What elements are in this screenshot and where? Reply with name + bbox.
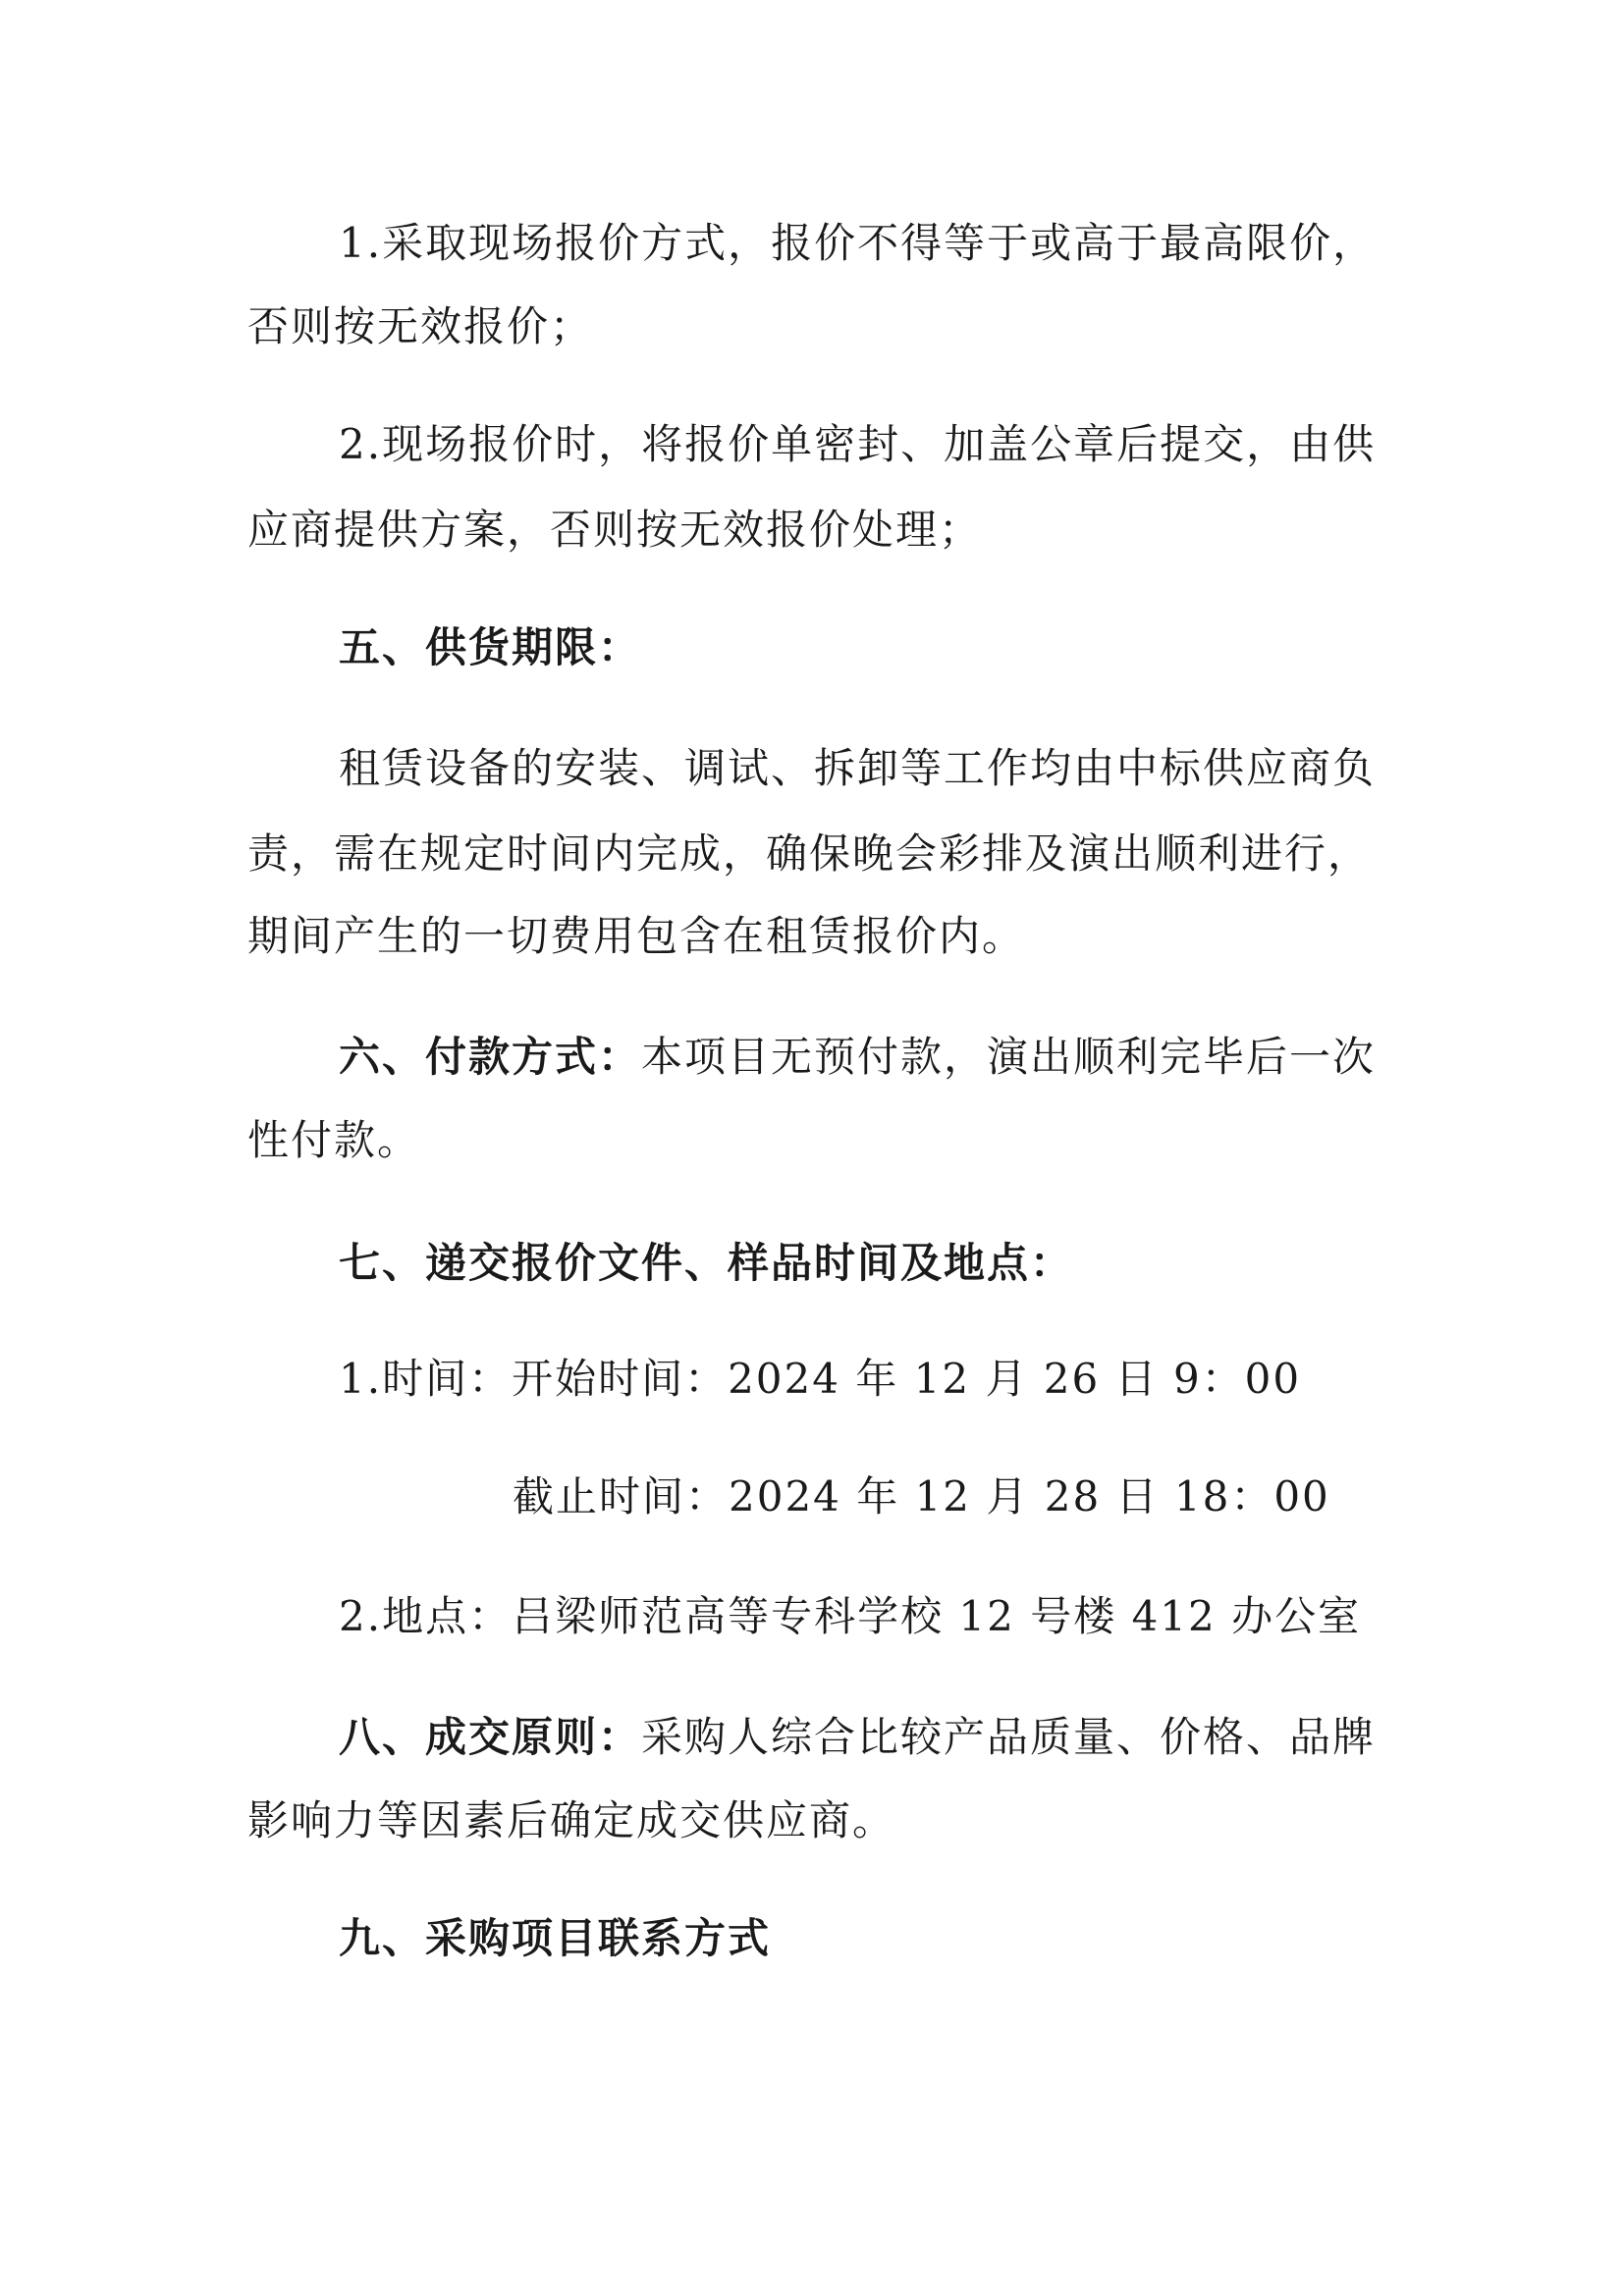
section-6-line-2: 性付款。	[247, 1116, 421, 1164]
section-8-heading: 八、成交原则：	[339, 1713, 642, 1761]
quote-method-1-line-2: 否则按无效报价；	[247, 302, 594, 350]
section-5-body-line-3: 期间产生的一切费用包含在租赁报价内。	[247, 912, 1026, 960]
section-6-text: 本项目无预付款，演出顺利完毕后一次	[641, 1033, 1377, 1081]
section-8-line-2: 影响力等因素后确定成交供应商。	[247, 1796, 896, 1844]
section-7-heading: 七、递交报价文件、样品时间及地点：	[339, 1239, 1074, 1287]
section-7-place: 2.地点：吕梁师范高等专科学校 12 号楼 412 办公室	[339, 1592, 1362, 1640]
section-5-body-line-2: 责，需在规定时间内完成，确保晚会彩排及演出顺利进行，	[247, 829, 1372, 878]
section-9-heading: 九、采购项目联系方式	[339, 1914, 772, 1962]
quote-method-2-line-2: 应商提供方案，否则按无效报价处理；	[247, 506, 983, 554]
quote-method-1-line-1: 1.采取现场报价方式，报价不得等于或高于最高限价，	[339, 219, 1377, 267]
section-6-heading: 六、付款方式：	[339, 1033, 642, 1081]
section-6-line-1	[339, 1028, 1376, 1087]
section-7-end-time: 截止时间：2024 年 12 月 28 日 18：00	[513, 1472, 1330, 1521]
section-8-line-1	[339, 1708, 1376, 1767]
section-8-text: 采购人综合比较产品质量、价格、品牌	[641, 1713, 1377, 1761]
section-5-heading: 五、供货期限：	[339, 623, 642, 671]
section-7-start-time: 1.时间：开始时间：2024 年 12 月 26 日 9：00	[339, 1355, 1302, 1403]
quote-method-2-line-1: 2.现场报价时，将报价单密封、加盖公章后提交，由供	[339, 420, 1377, 468]
section-5-body-line-1: 租赁设备的安装、调试、拆卸等工作均由中标供应商负	[339, 744, 1377, 792]
